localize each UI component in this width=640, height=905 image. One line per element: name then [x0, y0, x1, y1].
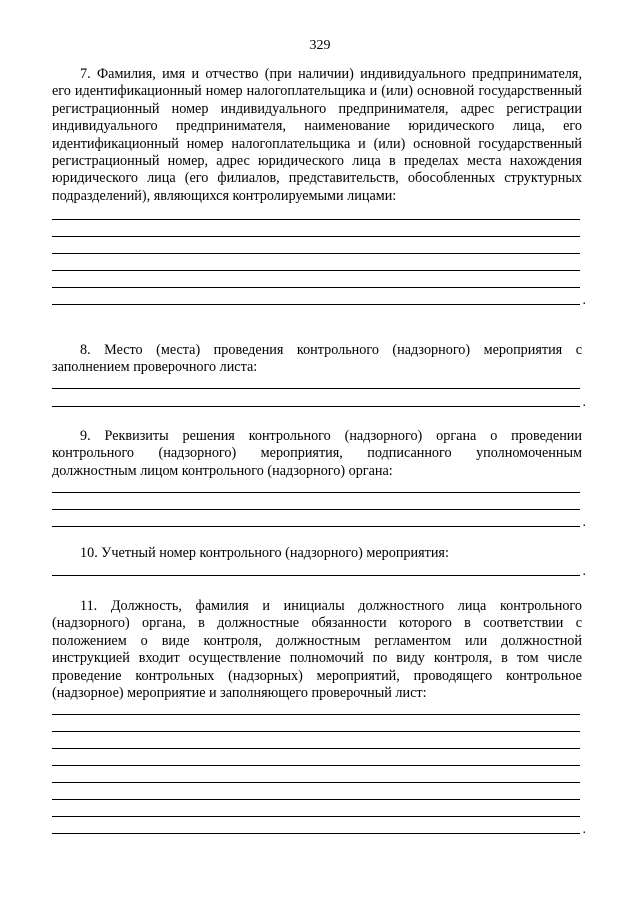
section-7-text: 7. Фамилия, имя и отчество (при наличии) индивидуального предпринимателя, его идентификационный номер налогоплательщика и (или) основной государственный регистрационный номер индивидуального предпринимателя, адрес регистрации индивидуального предпринимателя, наименование юридического лица, его идентификационный номер налогоплательщика и (или) основной государственный регистрационный номер, адрес юридического лица в пределах места нахождения юридического лица (его филиалов, представительств, обособленных структурных подразделений), являющихся контролируемыми лицами: — [52, 66, 582, 204]
blank-line[interactable] — [52, 575, 580, 576]
section-9-text: 9. Реквизиты решения контрольного (надзорного) органа о проведении контрольного (надзорного) мероприятия, подписанного уполномоченным должностным лицом контрольного (надзорного) органа: — [52, 428, 582, 479]
blank-line[interactable] — [52, 287, 580, 288]
section-8-text: 8. Место (места) проведения контрольного (надзорного) мероприятия с заполнением проверочного листа: — [52, 342, 582, 376]
blank-line[interactable] — [52, 388, 580, 389]
blank-line[interactable] — [52, 765, 580, 766]
section-10-blank-lines — [52, 575, 582, 576]
blank-line[interactable] — [52, 799, 580, 800]
blank-line[interactable] — [52, 236, 580, 237]
blank-line[interactable] — [52, 816, 580, 817]
section-9 — [52, 428, 582, 527]
blank-line[interactable] — [52, 509, 580, 510]
section-8-blank-lines — [52, 388, 582, 407]
section-11-blank-lines — [52, 714, 582, 834]
section-9-blank-lines — [52, 492, 582, 527]
page-number: 329 — [309, 38, 331, 53]
section-7-blank-lines — [52, 219, 582, 305]
blank-line[interactable] — [52, 748, 580, 749]
blank-line[interactable] — [52, 782, 580, 783]
blank-line[interactable] — [52, 304, 580, 305]
blank-line[interactable] — [52, 833, 580, 834]
section-7 — [52, 66, 582, 305]
section-8 — [52, 342, 582, 407]
blank-line[interactable] — [52, 219, 580, 220]
section-11-text: 11. Должность, фамилия и инициалы должностного лица контрольного (надзорного) органа, в должностные обязанности которого в соответствии с положением о виде контроля, должностным регламентом или должностной инструкцией входит осуществление полномочий по виду контроля, в том числе проведение контрольных (надзорных) мероприятий, проводящего контрольное (надзорное) мероприятие и заполняющего проверочный лист: — [52, 598, 582, 702]
section-11 — [52, 598, 582, 834]
section-10-text: 10. Учетный номер контрольного (надзорного) мероприятия: — [80, 545, 449, 561]
blank-line[interactable] — [52, 714, 580, 715]
blank-line[interactable] — [52, 406, 580, 407]
blank-line[interactable] — [52, 270, 580, 271]
blank-line[interactable] — [52, 253, 580, 254]
blank-line[interactable] — [52, 731, 580, 732]
blank-line[interactable] — [52, 492, 580, 493]
blank-line[interactable] — [52, 526, 580, 527]
section-10 — [52, 545, 582, 576]
